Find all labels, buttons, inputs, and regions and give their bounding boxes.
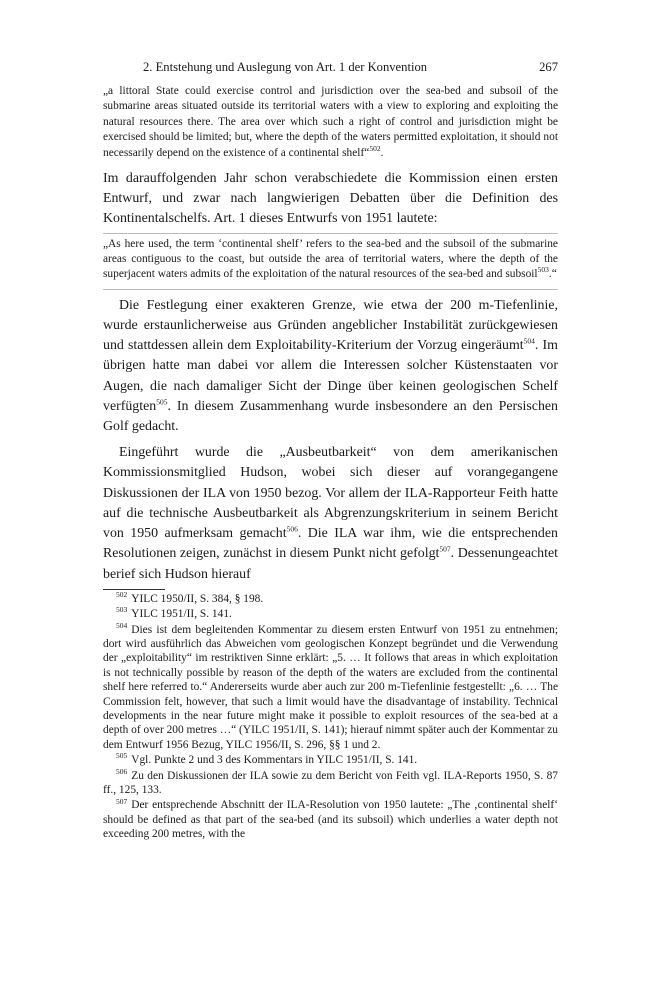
footnote-505 [103,753,558,767]
footnote-number: 502 [116,589,128,599]
footnote-number: 505 [116,751,128,761]
footnote-ref-506[interactable]: 506 [286,524,298,534]
quote-paragraph [103,237,558,283]
running-title: 2. Entstehung und Auslegung von Art. 1 der Konvention [143,60,428,74]
footnote-ref-505[interactable]: 505 [156,397,168,407]
quote-end: .“ [548,268,557,281]
paragraph-text: Im darauffolgenden Jahr schon verabschiedete die Kommission einen ersten Entwurf, und zwar nach langwierigen Debatten über die Definition des Kontinentalschelfs. Art. 1 dieses Entwurfs von 1951 lautete: [103,171,558,227]
footnote-number: 506 [116,766,128,776]
body-paragraph-2 [103,296,558,437]
running-head [143,60,558,82]
paragraph-text: . Dessenungeachtet berief sich Hudson hierauf [103,546,558,582]
body-paragraph-1 [103,169,558,230]
paragraph-text: . In diesem Zusammenhang wurde insbesondere an den Persischen Golf gedacht. [103,398,558,435]
footnote-text: Vgl. Punkte 2 und 3 des Kommentars in YILC 1951/II, S. 141. [131,754,418,767]
footnote-text: YILC 1950/II, S. 384, § 198. [131,592,264,605]
paragraph-text: . Im übrigen hatte man dabei vor allem die Interessen solcher Küstenstaaten vor Augen, die nach damaliger Sicht der Dinge über keinen geologischen Schelf verfügten [103,338,558,414]
footnote-number: 507 [116,796,128,806]
footnote-text: Dies ist dem begleitenden Kommentar zu diesem ersten Entwurf von 1951 zu entnehmen; dort wird ausführlich das Abweichen vom geologischen Konzept begründet und die Verwendung der „exploitability“ im restriktiven Sinne erklärt: „5. … It follows that areas in which exploitation is not technically possible by reason of the depth of the waters are excluded from the continental shelf here referred to.“ Andererseits wurde aber auch zur 200 m-Tiefenlinie festgestellt: „6. … The Commission felt, however, that such a limit would have the disadvantage of instability. Technical developments in the near future might make it possible to exploit resources of the sea-bed at a depth of over 200 metres …“ (YILC 1951/II, S. 141); hierauf nimmt später auch der Kommentar zu dem Entwurf 1956 Bezug, YILC 1956/II, S. 296, §§ 1 und 2. [103,623,558,751]
footnote-text: YILC 1951/II, S. 141. [131,608,232,621]
footnote-ref-504[interactable]: 504 [523,336,535,346]
footnote-number: 503 [116,605,128,615]
page-number: 267 [539,60,558,74]
book-page [103,60,558,843]
quote-text: „As here used, the term ‘continental shelf’ refers to the sea-bed and the subsoil of the submarine areas contiguous to the coast, but outside the area of territorial waters, where the depth of the superjacent waters admits of the exploitation of the natural resources of the sea-bed and subsoil [103,237,558,281]
footnote-502 [103,589,558,606]
footnote-ref-503[interactable]: 503 [537,265,549,275]
block-quote-article-1 [103,233,558,290]
paragraph-text: . Die ILA war ihm, wie die entsprechenden Resolutionen zeigen, zunächst in diesem Punkt nicht gefolgt [103,526,558,562]
footnote-number: 504 [116,620,128,630]
footnote-507 [103,798,558,841]
body-paragraph-3 [103,443,558,584]
footnote-503 [103,607,558,621]
footnote-text: Zu den Diskussionen der ILA sowie zu dem Bericht von Feith vgl. ILA-Reports 1950, S. 87 ff., 125, 133. [103,769,558,796]
quote-text: „a littoral State could exercise control and jurisdiction over the sea-bed and subsoil of the submarine areas situated outside its territorial waters with a view to exploring and exploiting the natural resources there. The area over which such a right of control and jurisdiction might be exercised should be limited; but, where the depth of the waters permitted exploitation, it should not necessarily depend on the existence of a continental shelf“ [103,85,558,159]
paragraph-text: Die Festlegung einer exakteren Grenze, wie etwa der 200 m-Tiefenlinie, wurde erstaunlicherweise aus Gründen angeblicher Instabilität zurückgewiesen und stattdessen allein dem Exploitability-Kriterium der Vorzug eingeräumt [103,297,558,354]
quote-end: . [380,146,384,159]
footnotes [103,589,558,842]
footnote-text: Der entsprechende Abschnitt der ILA-Resolution von 1950 lautete: „The ‚continental shelf‘ should be defined as that part of the sea-bed (and its subsoil) which underlies a water depth not exceeding 200 metres, with the [103,799,558,841]
footnote-506 [103,766,558,798]
paragraph-text: Eingeführt wurde die „Ausbeutbarkeit“ von dem amerikanischen Kommissionsmitglied Hudson, wobei sich dieser auf vorangegangene Diskussionen der ILA von 1950 bezog. Vor allem der ILA-Rapporteur Feith hatte auf die technische Ausbeutbarkeit als Abgrenzungskriterium in seinem Bericht von 1950 aufmerksam gemacht [103,445,558,542]
footnote-504 [103,620,558,753]
footnote-divider [103,589,165,590]
footnote-ref-507[interactable]: 507 [439,544,451,554]
block-quote-ilc-1950 [103,84,558,161]
footnote-ref-502[interactable]: 502 [369,143,381,153]
